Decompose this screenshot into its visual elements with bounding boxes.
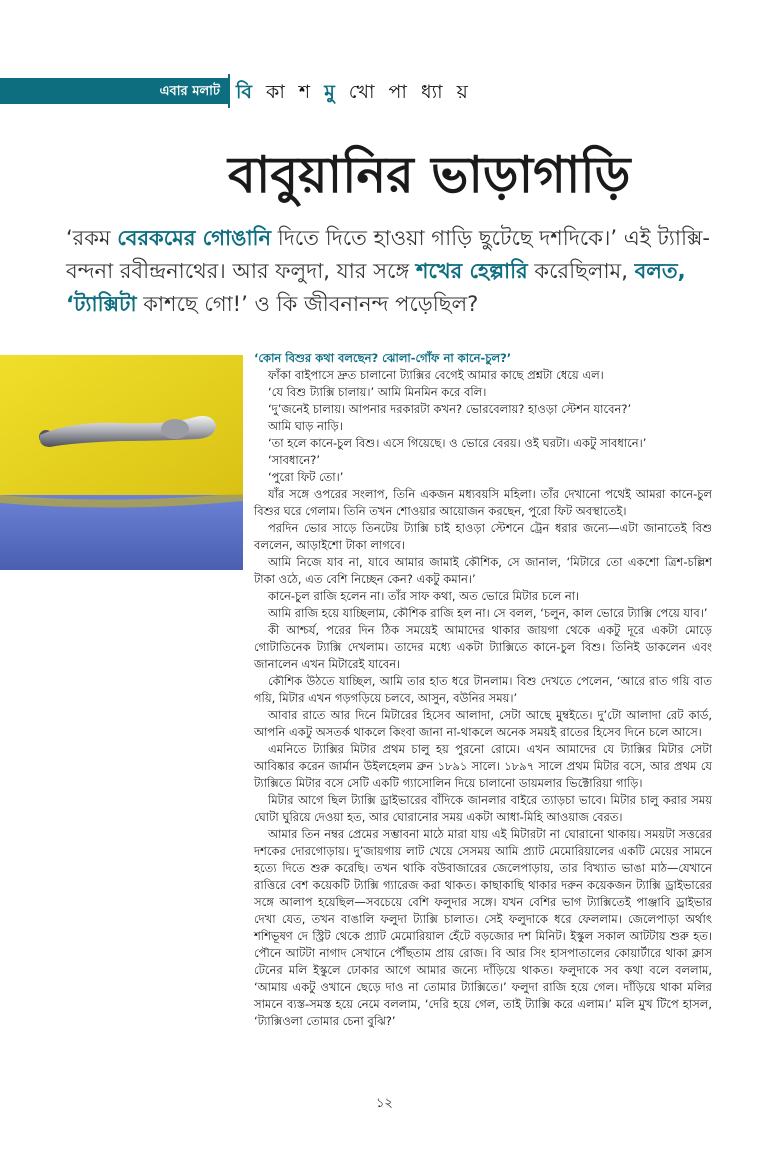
body-paragraph: ‘কোন বিশুর কথা বলছেন? ঝোলা-গোঁফ না কানে-চুল?’ [254, 351, 512, 365]
author-first-rest: কা শ [256, 81, 325, 103]
body-paragraph: ফাঁকা বাইপাসে দ্রুত চালানো ট্যাক্সির বেগেই আমার কাছে প্রশ্নটা ধেয়ে এল। [268, 368, 604, 382]
standfirst-text: ‘রকম [66, 226, 118, 250]
body-paragraph: ‘যে বিশু ট্যাক্সি চালায়।’ আমি মিনমিন করে বলি। [268, 385, 487, 399]
standfirst-text: কাশছে গো!’ ও কি জীবনানন্দ পড়েছিল? [136, 292, 479, 316]
body-paragraph: ‘তা হলে কানে-চুল বিশু। এসে গিয়েছে। ও ভোরে বেরয়। ওই ঘরটা। একটু সাবধানে।’ [268, 436, 647, 450]
article-body [254, 350, 712, 1030]
article-title: বাবুয়ানির ভাড়াগাড়ি [228, 146, 631, 204]
page-number: ১২ [376, 1096, 393, 1111]
section-label: এবার মলাট [159, 84, 220, 99]
author-last-rest: খো পা ধ্যা য় [338, 81, 472, 103]
standfirst-highlight: শখের হেল্পারি [416, 259, 528, 283]
body-paragraph: আমার তিন নম্বর প্রেমের সম্ভাবনা মাঠে মারা যায় এই মিটারটা না ঘোরানো থাকায়। সময়টা সত্তরের দশকের দোরগোড়ায়। দু’জায়গায় লাট খেয়ে সেসময় আমি প্র্যাট মেমোরিয়ালের একটি মেয়ের সামনে হত্যে দিতে শুরু করেছি। তখন থাকি বউবাজারের জেলেপাড়ায়, তার বিখ্যাত ভাঙা মাঠ—যেখানে রাত্তিরে বেশ কয়েকটি ট্যাক্সি গ্যারেজ করা থাকত। কাছাকাছি থাকার দরুন কয়েকজন ট্যাক্সি ড্রাইভারের সঙ্গে আলাপ হয়েছিল—সবচেয়ে বেশি ফলুদার সঙ্গে। যখন বেশির ভাগ ট্যাক্সিতেই পাঞ্জাবি ড্রাইভার দেখা যেত, তখন বাঙালি ফলুদা ট্যাক্সি চালাত। সেই ফলুদাকে ধরে ফেললাম। জেলেপাড়া অর্থাৎ শশিভূষণ দে স্ট্রিট থেকে প্র্যাট মেমোরিয়াল হেঁটে বড়জোর দশ মিনিট। ইস্কুল সকাল আটটায় শুরু হত। পৌনে আটটা নাগাদ সেখানে পৌঁছতাম প্রায় রোজ। বি আর সিং হাসপাতালের কোয়ার্টারে থাকা ক্লাস টেনের মলি ইস্কুলে ঢোকার আগে আমার জন্যে দাঁড়িয়ে থাকত। ফলুদাকে সব কথা বলে বললাম, ‘আমায় একটু ওখানে ছেড়ে দাও না তোমার ট্যাক্সিতে।’ ফলুদা রাজি হয়ে গেল। দাঁড়িয়ে থাকা মলির সামনে ব্যস্ত-সমস্ত হয়ে নেমে বললাম, ‘দেরি হয়ে গেল, তাই ট্যাক্সি করে এলাম।’ মলি মুখ টিপে হাসল, ‘ট্যাক্সিওলা তোমার চেনা বুঝি?’ [254, 827, 712, 1028]
body-paragraph: ‘পুরো ফিট তো।’ [268, 470, 344, 484]
body-paragraph: আমি ঘাড় নাড়ি। [268, 419, 343, 433]
standfirst-text: দিতে দিতে হাওয়া গাড়ি ছুটেছে দশদিকে।’ এই ট্যাক্সি-বন্দনা রবীন্দ্রনাথের। আর ফলুদা, যার সঙ্গে [66, 226, 710, 283]
band-divider [228, 74, 230, 108]
door-handle-illustration [0, 355, 243, 570]
author-byline [236, 78, 472, 110]
author-initial-2: মু [324, 81, 339, 103]
section-band [0, 78, 228, 104]
standfirst-highlight: বলত, ‘ট্যাক্সিটা [66, 259, 686, 316]
standfirst [66, 222, 716, 321]
taxi-door-handle-photo [0, 355, 243, 570]
body-paragraph: আমি নিজে যাব না, যাবে আমার জামাই কৌশিক, সে জানাল, ‘মিটারে তো একশো ত্রিশ-চল্লিশ টাকা ওঠে, এত বেশি নিচ্ছেন কেন? একটু কমান।’ [254, 555, 712, 586]
body-paragraph: ‘সাবধানে?’ [268, 453, 321, 467]
body-paragraph: কৌশিক উঠতে যাচ্ছিল, আমি তার হাত ধরে টানলাম। বিশু দেখতে পেলেন, ‘আরে রাত গয়ি বাত গয়ি, মিটার এখন গড়গড়িয়ে চলবে, আসুন, বউনির সময়।’ [254, 674, 712, 705]
author-initial-1: বি [236, 81, 257, 103]
body-paragraph: যাঁর সঙ্গে ওপরের সংলাপ, তিনি একজন মধ্যবয়সি মহিলা। তাঁর দেখানো পথেই আমরা কানে-চুল বিশুর ঘরে গেলাম। তিনি তখন শোওয়ার আয়োজন করছেন, পুরো ফিট অবস্থাতেই। [254, 487, 712, 518]
body-paragraph: ‘দু’জনেই চালায়। আপনার দরকারটা কখন? ভোরবেলায়? হাওড়া স্টেশন যাবেন?’ [268, 402, 632, 416]
body-paragraph: আমি রাজি হয়ে যাচ্ছিলাম, কৌশিক রাজি হল না। সে বলল, ‘চলুন, কাল ভোরে ট্যাক্সি পেয়ে যাব।’ [268, 606, 708, 620]
standfirst-text: করেছিলাম, [527, 259, 635, 283]
body-paragraph: মিটার আগে ছিল ট্যাক্সি ড্রাইভারের বাঁদিকে জানলার বাইরে ত্যাড়চা ভাবে। মিটার চালু করার সময় ঘোটা ঘুরিয়ে দেওয়া হত, আর ঘোরানোর সময় একটা আধা-মিহি আওয়াজ বেরত। [254, 793, 712, 824]
body-paragraph: এমনিতে ট্যাক্সির মিটার প্রথম চালু হয় পুরনো রোমে। এখন আমাদের যে ট্যাক্সির মিটার সেটা আবিষ্কার করেন জার্মান উইলহেলম ব্রুন ১৮৯১ সালে। ১৮৯৭ সালে প্রথম মিটার বসে, আর প্রথম যে ট্যাক্সিতে মিটার বসে সেটি একটি গ্যাসোলিন দিয়ে চালানো ডায়মলার ভিক্টোরিয়া গাড়ি। [254, 742, 712, 790]
body-paragraph: কানে-চুল রাজি হলেন না। তাঁর সাফ কথা, অত ভোরে মিটার চলে না। [268, 589, 580, 603]
body-paragraph: আবার রাতে আর দিনে মিটারের হিসেব আলাদা, সেটা আছে মুম্বইতে। দু’টো আলাদা রেট কার্ড, আপনি একটু অসতর্ক থাকলে কিংবা জানা না-থাকলে অনেক সময়ই রাতের হিসেব দিনে চলে আসে। [254, 708, 712, 739]
body-paragraph: কী আশ্চর্য, পরের দিন ঠিক সময়েই আমাদের থাকার জায়গা থেকে একটু দূরে একটা মোড়ে গোটাতিনেক ট্যাক্সি দেখলাম। তাদের মধ্যে একটা ট্যাক্সিতে কানে-চুল বিশু। তিনিই ডাকলেন এবং জানালেন এখন মিটারেই যাবেন। [254, 623, 712, 671]
standfirst-highlight: বেরকমের গোঙানি [117, 226, 272, 250]
body-paragraph: পরদিন ভোর সাড়ে তিনটেয় ট্যাক্সি চাই হাওড়া স্টেশনে ট্রেন ধরার জন্যে—এটা জানাতেই বিশু বললেন, আড়াইশো টাকা লাগবে। [254, 521, 712, 552]
